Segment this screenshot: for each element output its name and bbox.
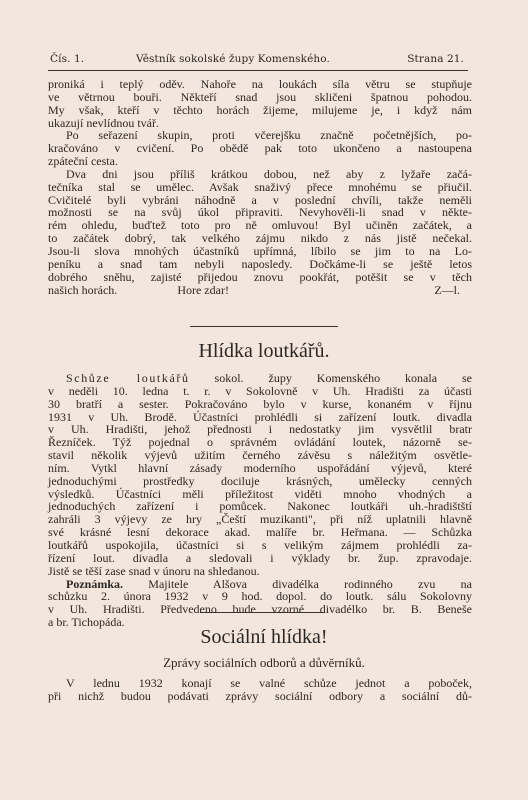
section-title-social: Sociální hlídka! <box>200 626 328 648</box>
paragraph-line: Jistě se těší zase snad v únoru na shledanou. <box>48 563 260 578</box>
section-subtitle-social: Zprávy sociálních odborů a důvěrníků. <box>163 655 365 670</box>
section-divider <box>200 612 324 613</box>
journal-title: Věstník sokolské župy Komenského. <box>136 53 330 65</box>
header-divider <box>48 70 468 71</box>
page-number: Strana 21. <box>407 53 464 65</box>
continued-article <box>48 78 472 296</box>
lead-phrase: Schůze loutkářů <box>66 371 190 385</box>
page-header <box>48 53 468 67</box>
section-title-puppeteers: Hlídka loutkářů. <box>198 340 330 362</box>
paragraph: Po seřazení skupin, proti včerejšku značně početnějších, po- kračováno v cvičení. Po obědě pak toto ukončeno a nastoupena <box>48 128 472 156</box>
paragraph: V lednu 1932 konají se valné schůze jednot a poboček, při nichž budou podávati zprávy sociální odbory a sociální dů- <box>48 676 472 703</box>
note-paragraph: Poznámka. Majitele Alšova divadélka rodinného zvu na schůzku 2. února 1932 v 9 hod. dopol. do loutk. sálu Sokolovny v Uh. Hradišti. Předvedeno bude vzorné divadélko br. B. Beneše <box>48 576 473 617</box>
paragraph-line: zpáteční cesta. <box>48 154 118 169</box>
issue-number: Čís. 1. <box>50 53 85 65</box>
puppeteers-article <box>48 372 472 629</box>
greeting: Hore zdar! <box>177 282 229 297</box>
note-label: Poznámka. <box>66 576 123 591</box>
paragraph-line: a br. Tichopáda. <box>48 615 125 630</box>
closing-text: našich horách. <box>48 282 118 297</box>
paragraph-line: ukazují nevlídnou tvář. <box>48 115 159 130</box>
paragraph: Dva dni jsou příliš krátkou dobou, než aby z lyžaře začá- tečníka stal se umělec. Avšak snaživý přece mnohému se přiučil. Cvičitelé byli vybráni náhodně a v poslední chvíli, takže neměli možnosti se na svůj úkol připraviti. Nevyhověli-li snad v někte- rém ohledu, buďtež toto pro ně omluvou! Byl učiněn začátek, a to začátek dobrý, tak velkého zájmu nikdo z nás jistě nečekal. Jsou-li slova mnohých účastníků upřímná, líbilo se jim to na Lo- peníku a snad tam nebyli naposledy. Dočkáme-li se ještě letos dobrého sněhu, zajisté přijedou znovu pookřát, potěšit se v těch <box>48 166 472 284</box>
paragraph: Schůze loutkářů sokol. župy Komenského konala se v neděli 10. ledna t. r. v Sokolovně v Uh. Hradišti za účasti 30 bratří a sester. Pokračováno bylo v kurse, konaném v říjnu 1931 v Uh. Brodě. Účastníci prohlédli si zařízení loutk. divadla v Uh. Hradišti, jehož přednosti i nedostatky jim vysvětlil bratr Řezníček. Týž pojednal o správném ovládání loutek, názorně se- stavil několik výjevů užitím černého závěsu s náležitým osvětle- ním. Vytkl hlavní zásady moderního uspořádání výjevů, které jednoduchými prostředky dociluje krásných, umělecky cenných výsledků. Účastníci měli příležitost viděti mnoho vhodných a jednoduchých zařízení i pomůcek. Nakonec loutkáři uh.-hradištští zahráli 3 výjevy ze hry „Čeští muzikanti", při níž uplatnili hlavně své krásné lesní dekorace akad. malíře br. Heřmana. — Schůzka loutkářů uspokojila, účastníci si s velikým zájmem prohlédli za- řízení lout. divadla a sledovali i výklady br. žup. zpravodaje. <box>48 371 472 565</box>
section-divider <box>190 326 338 327</box>
closing-line <box>48 284 472 297</box>
author-signature: Z—l. <box>434 282 460 297</box>
social-article <box>48 677 472 703</box>
paragraph: proniká i teplý oděv. Nahoře na loukách síla větru se stupňuje ve větrnou bouři. Někteří snad jsou skličeni špatnou pohodou. My však, kteří v těchto horách žijeme, milujeme je, i když nám <box>48 77 472 117</box>
